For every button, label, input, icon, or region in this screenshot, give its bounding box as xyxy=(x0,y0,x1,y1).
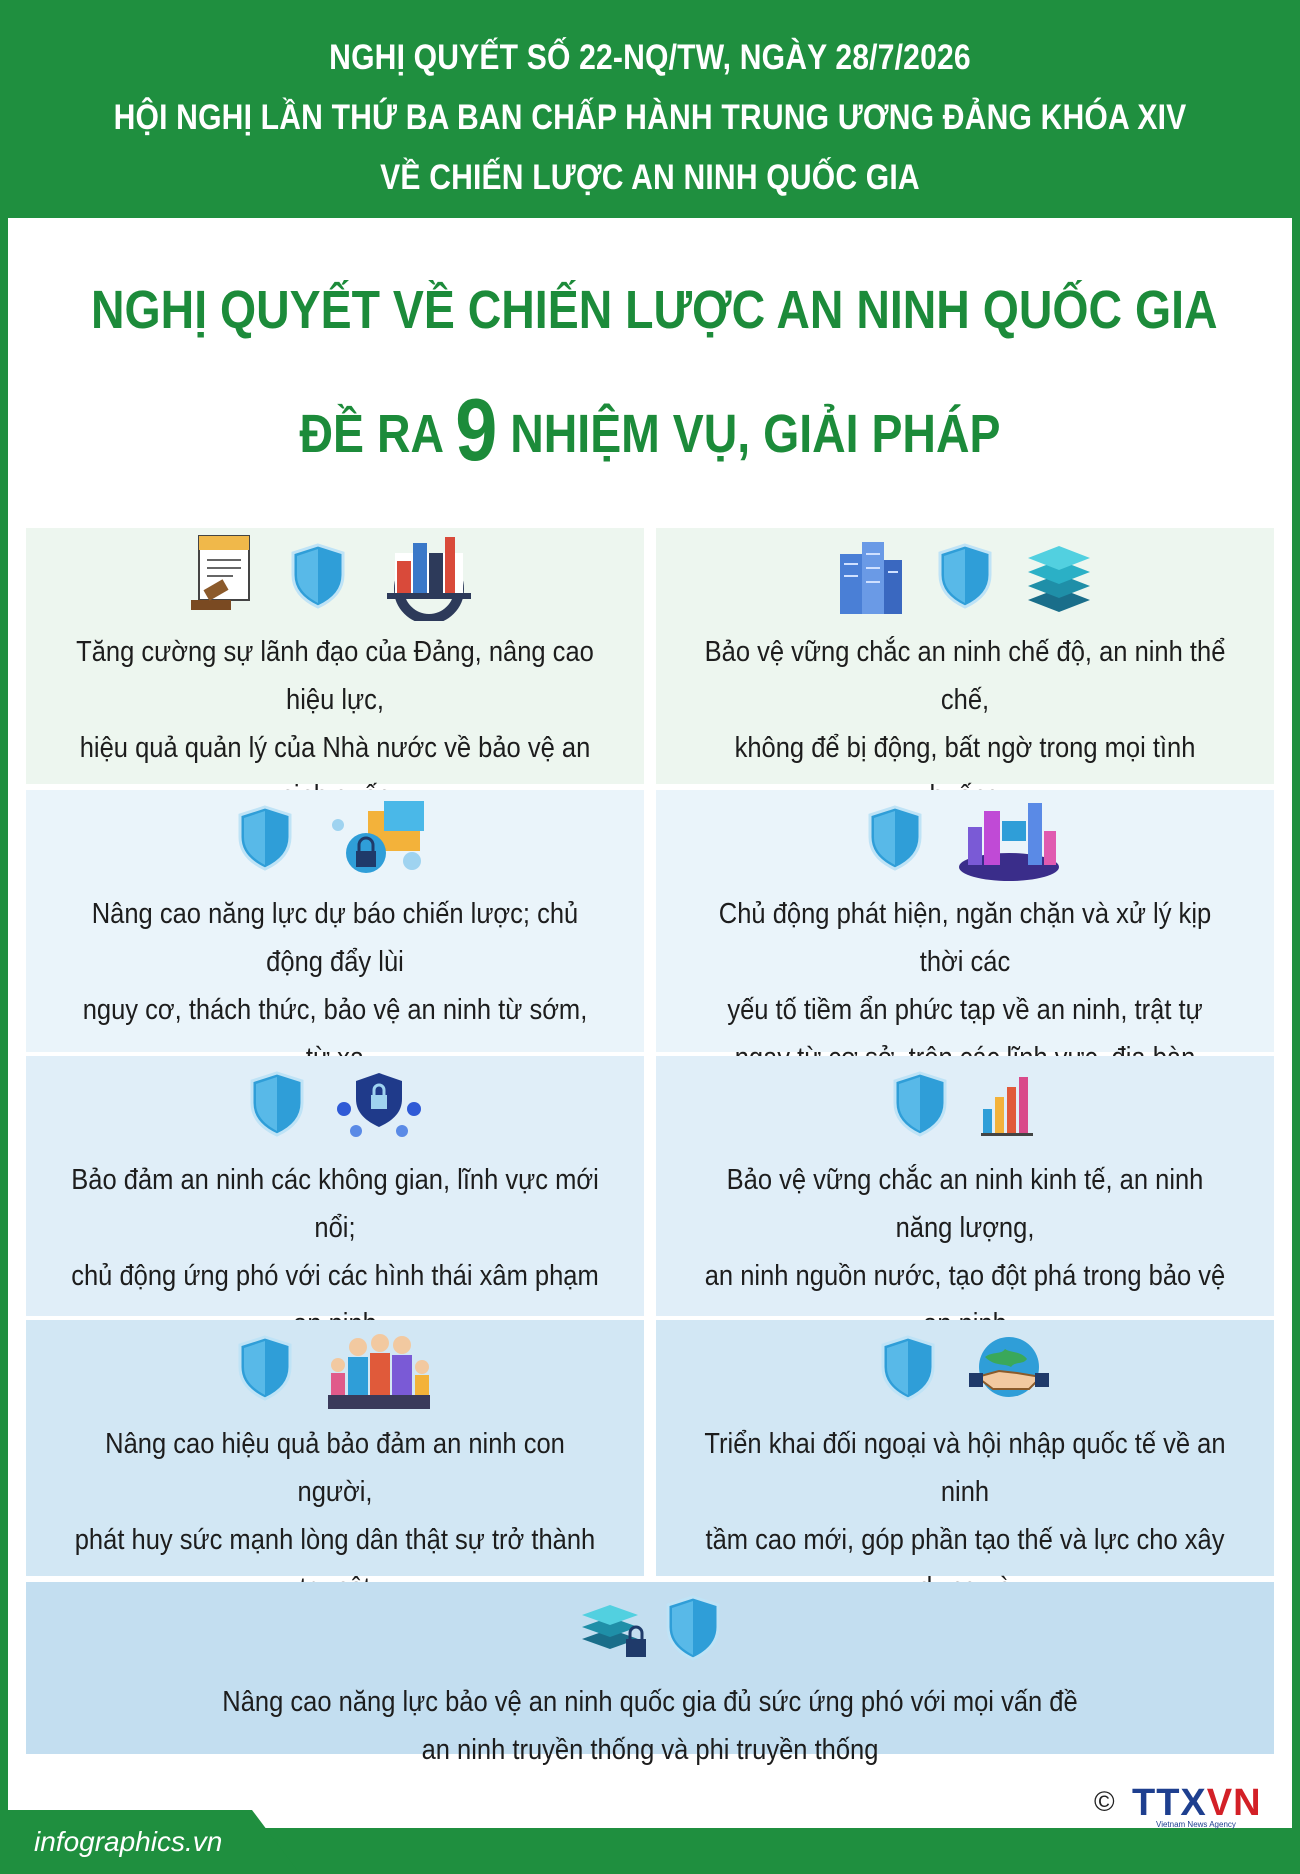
task-card-8 xyxy=(656,1320,1274,1576)
task-card-7 xyxy=(26,1320,644,1576)
logo-name: TTXVN xyxy=(1132,1782,1262,1824)
shield-icon xyxy=(236,805,294,876)
task-text: Triển khai đối ngoại và hội nhập quốc tế về an ninh tầm cao mới, góp phần tạo thế và lực cho xây xyxy=(704,1428,1226,1556)
task-card-4 xyxy=(656,790,1274,1052)
task-card-9 xyxy=(26,1582,1274,1766)
header-line-1: NGHỊ QUYẾT SỐ 22-NQ/TW, NGÀY 28/7/2026 xyxy=(329,38,971,77)
task-text: Tăng cường sự lãnh đạo của Đảng, nâng cao hiệu lực, hiệu quả quản lý của Nhà nước về bảo vệ an xyxy=(76,636,594,764)
task-text: Chủ động phát hiện, ngăn chặn và xử lý kịp thời các yếu tố tiềm ẩn phức tạp về an ninh, trật tự xyxy=(718,898,1212,1026)
bar-chart-icon xyxy=(979,1071,1039,1142)
task-card-3 xyxy=(26,790,644,1052)
task-icons xyxy=(26,1056,644,1156)
task-card-5 xyxy=(26,1056,644,1316)
task-icons xyxy=(26,790,644,890)
task-text: Bảo vệ vững chắc an ninh kinh tế, an ninh năng lượng, an ninh nguồn nước, tạo đột phá trong bảo vệ xyxy=(704,1164,1226,1292)
main-subtitle xyxy=(91,380,1209,479)
shield-icon xyxy=(936,543,994,614)
task-text: Bảo vệ vững chắc an ninh chế độ, an ninh thể chế, không để bị động, bất ngờ trong mọi tình xyxy=(704,636,1226,764)
subtitle-before: ĐỀ RA xyxy=(299,404,443,464)
task-icons xyxy=(656,1320,1274,1420)
shield-icon xyxy=(664,1595,722,1666)
task-text: Nâng cao năng lực dự báo chiến lược; chủ động đẩy lùi nguy cơ, thách thức, bảo vệ an ninh từ sớm, xyxy=(82,898,588,1026)
task-icons xyxy=(26,1320,644,1420)
header-banner xyxy=(0,0,1300,218)
copyright-symbol: © xyxy=(1094,1786,1115,1817)
shield-icon xyxy=(289,543,347,614)
cyber-security-icon xyxy=(324,795,434,886)
header-line-3: VỀ CHIẾN LƯỢC AN NINH QUỐC GIA xyxy=(380,158,920,197)
smart-city-icon xyxy=(954,793,1064,888)
network-lock-icon xyxy=(336,1069,422,1144)
server-stack-icon xyxy=(836,534,906,623)
task-text: Bảo đảm an ninh các không gian, lĩnh vực mới nổi; chủ động ứng phó với các hình thái xâm phạm xyxy=(71,1164,599,1292)
shield-icon xyxy=(866,805,924,876)
task-icons xyxy=(26,1582,1274,1678)
task-icons xyxy=(656,790,1274,890)
task-card-2 xyxy=(656,528,1274,784)
layers-icon xyxy=(1024,536,1094,621)
shield-icon xyxy=(879,1335,937,1406)
logo-subtitle: Vietnam News Agency xyxy=(1156,1820,1236,1829)
task-card-6 xyxy=(656,1056,1274,1316)
task-icons xyxy=(26,528,644,628)
shield-icon xyxy=(236,1335,294,1406)
task-text: Nâng cao hiệu quả bảo đảm an ninh con người, phát huy sức mạnh lòng dân thật sự trở thành xyxy=(74,1428,596,1556)
ttxvn-logo xyxy=(1094,1782,1284,1828)
task-card-1 xyxy=(26,528,644,784)
handshake-globe-icon xyxy=(967,1333,1051,1408)
legal-document-icon xyxy=(189,534,259,623)
task-icons xyxy=(656,1056,1274,1156)
frame-right xyxy=(1292,218,1300,1828)
shield-icon xyxy=(891,1071,949,1142)
industry-gear-icon xyxy=(377,531,481,626)
data-lock-icon xyxy=(578,1593,650,1668)
main-title: NGHỊ QUYẾT VỀ CHIẾN LƯỢC AN NINH QUỐC GIA xyxy=(91,280,1218,340)
header-line-2: HỘI NGHỊ LẦN THỨ BA BAN CHẤP HÀNH TRUNG ƯƠNG ĐẢNG KHÓA XIV xyxy=(113,98,1187,137)
footer-site-link[interactable]: infographics.vn xyxy=(34,1826,223,1857)
task-text: Nâng cao năng lực bảo vệ an ninh quốc gia đủ sức ứng phó với mọi vấn đề an ninh truyền thống và phi truyền thống xyxy=(222,1686,1078,1766)
subtitle-after: NHIỆM VỤ, GIẢI PHÁP xyxy=(510,404,1001,464)
family-icon xyxy=(324,1325,434,1416)
frame-left xyxy=(0,218,8,1828)
task-icons xyxy=(656,528,1274,628)
task-count: 9 xyxy=(455,380,498,479)
shield-icon xyxy=(248,1071,306,1142)
